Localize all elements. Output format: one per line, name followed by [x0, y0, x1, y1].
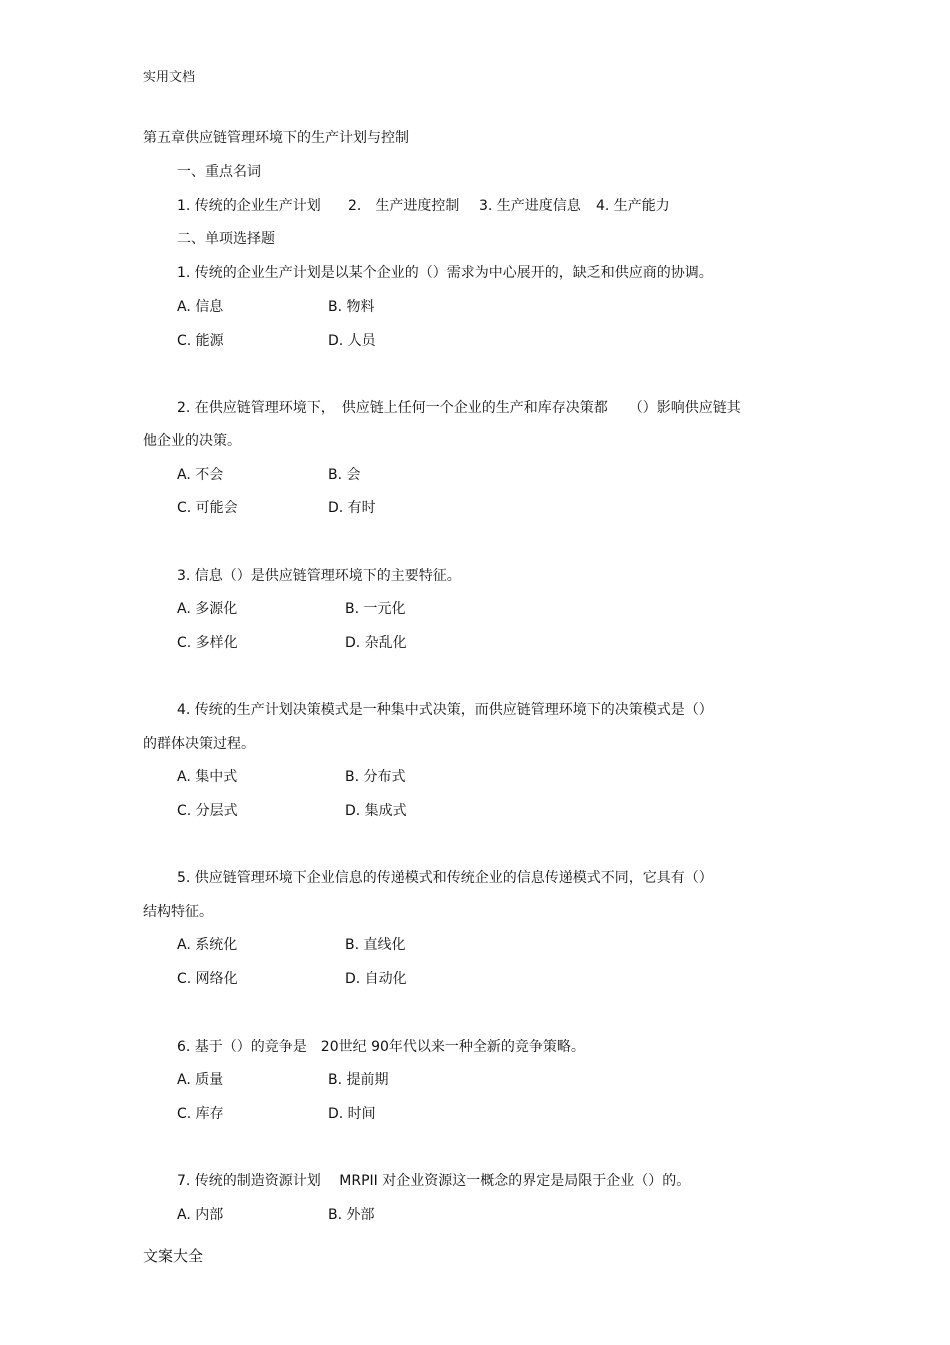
question-4-text: 4. 传统的生产计划决策模式是一种集中式决策，而供应链管理环境下的决策模式是（） [177, 702, 713, 718]
question-1-text: 1. 传统的企业生产计划是以某个企业的（）需求为中心展开的，缺乏和供应商的协调。 [177, 265, 713, 281]
question-1-option-c: C. 能源 [177, 333, 224, 349]
question-3-option-c: C. 多样化 [177, 635, 238, 651]
question-1-option-a: A. 信息 [177, 299, 224, 315]
question-2-option-a: A. 不会 [177, 467, 224, 483]
question-7-option-b: B. 外部 [328, 1207, 375, 1223]
question-5-option-a: A. 系统化 [177, 937, 238, 953]
section-heading-terms: 一、重点名词 [177, 164, 261, 180]
question-5-option-b: B. 直线化 [345, 937, 406, 953]
question-6-option-b: B. 提前期 [328, 1072, 389, 1088]
question-2-option-b: B. 会 [328, 467, 361, 483]
question-6-option-c: C. 库存 [177, 1106, 224, 1122]
term-item: 1. 传统的企业生产计划 [177, 198, 321, 214]
question-3-text: 3. 信息（）是供应链管理环境下的主要特征。 [177, 568, 461, 584]
terms-list [177, 199, 737, 215]
question-1-option-d: D. 人员 [328, 333, 376, 349]
question-2-text: 2. 在供应链管理环境下， 供应链上任何一个企业的生产和库存决策都 （）影响供应链其 [177, 400, 741, 416]
question-4-option-b: B. 分布式 [345, 769, 406, 785]
chapter-title: 第五章供应链管理环境下的生产计划与控制 [143, 130, 409, 146]
question-3-option-b: B. 一元化 [345, 601, 406, 617]
question-7-option-a: A. 内部 [177, 1207, 224, 1223]
question-4-text-cont: 的群体决策过程。 [143, 736, 255, 752]
question-1-option-b: B. 物料 [328, 299, 375, 315]
question-4-option-a: A. 集中式 [177, 769, 238, 785]
question-5-text: 5. 供应链管理环境下企业信息的传递模式和传统企业的信息传递模式不同，它具有（） [177, 870, 713, 886]
page-footer: 文案大全 [143, 1247, 204, 1265]
question-4-option-d: D. 集成式 [345, 803, 407, 819]
term-item: 2． 生产进度控制 [348, 198, 460, 214]
question-6-option-d: D. 时间 [328, 1106, 376, 1122]
term-item: 3. 生产进度信息 [479, 198, 581, 214]
section-heading-choice: 二、单项选择题 [177, 231, 275, 247]
question-5-option-c: C. 网络化 [177, 971, 238, 987]
question-2-option-d: D. 有时 [328, 500, 376, 516]
question-6-text: 6. 基于（）的竞争是 20世纪 90年代以来一种全新的竞争策略。 [177, 1039, 585, 1055]
term-item: 4. 生产能力 [596, 198, 670, 214]
question-2-option-c: C. 可能会 [177, 500, 238, 516]
question-3-option-d: D. 杂乱化 [345, 635, 407, 651]
question-3-option-a: A. 多源化 [177, 601, 238, 617]
question-6-option-a: A. 质量 [177, 1072, 224, 1088]
question-4-option-c: C. 分层式 [177, 803, 238, 819]
question-2-text-cont: 他企业的决策。 [143, 433, 241, 449]
question-7-text: 7. 传统的制造资源计划 MRPII 对企业资源这一概念的界定是局限于企业（）的。 [177, 1173, 691, 1189]
page-header: 实用文档 [143, 70, 196, 85]
question-5-text-cont: 结构特征。 [143, 904, 213, 920]
question-5-option-d: D. 自动化 [345, 971, 407, 987]
